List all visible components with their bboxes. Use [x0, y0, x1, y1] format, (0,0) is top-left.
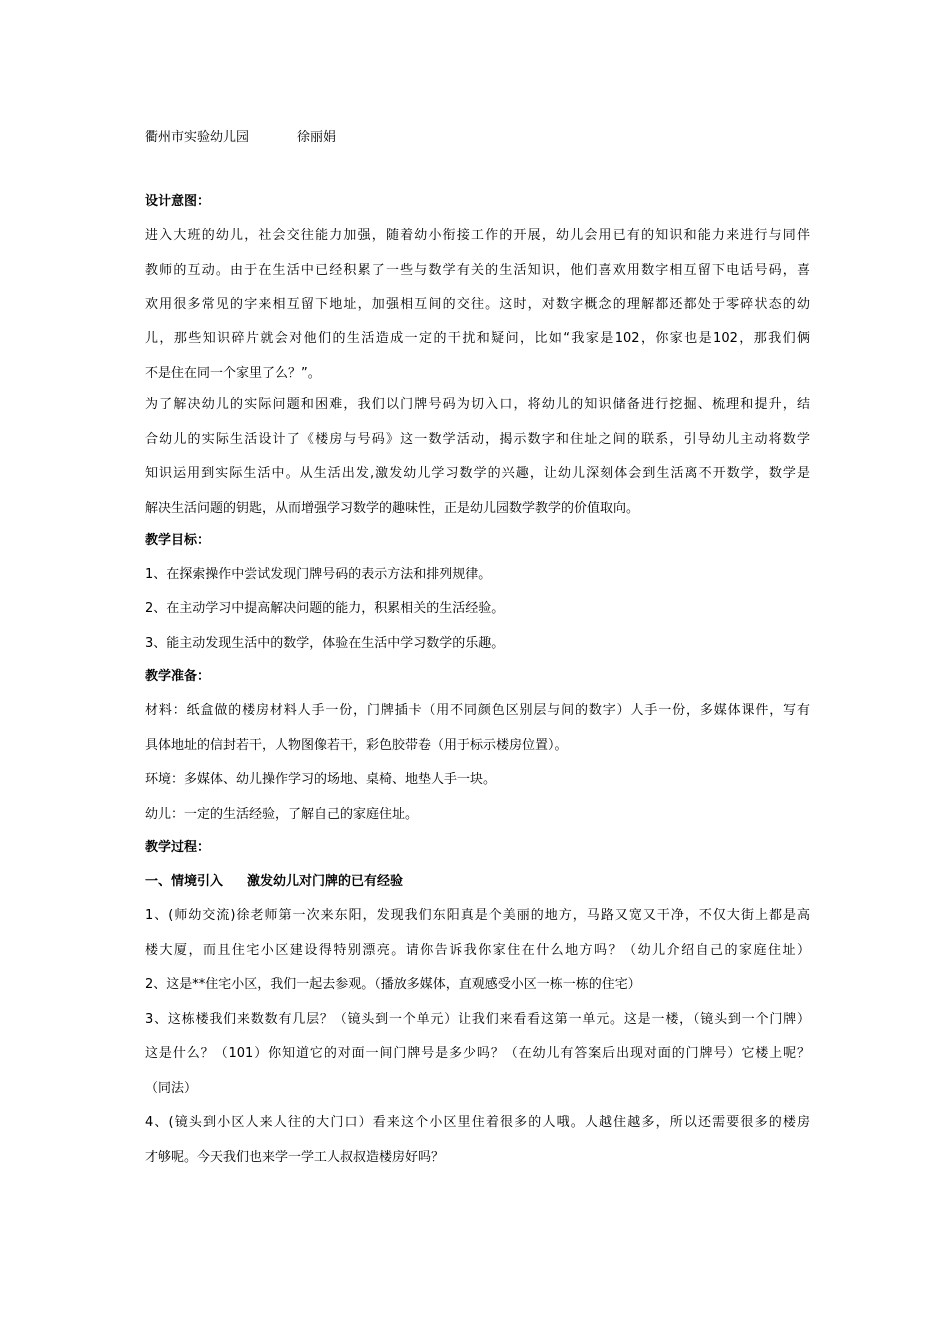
- design-intent-heading: 设计意图：: [145, 194, 211, 209]
- environment-line: 环境：多媒体、幼儿操作学习的场地、桌椅、地垫人手一块。: [145, 772, 497, 787]
- step-line: 才够呢。今天我们也来学一学工人叔叔造楼房好吗？: [145, 1150, 445, 1165]
- paragraph-line: 知识运用到实际生活中。从生活出发,激发幼儿学习数学的兴趣，让幼儿深刻体会到生活离不开数学，数学是: [145, 466, 810, 481]
- paragraph-line: 为了解决幼儿的实际问题和困难，我们以门牌号码为切入口，将幼儿的知识储备进行挖掘、梳理和提升，结: [145, 397, 810, 412]
- paragraph-line: 不是住在同一个家里了么？”。: [145, 366, 321, 381]
- paragraph-line: 合幼儿的实际生活设计了《楼房与号码》这一数学活动，揭示数字和住址之间的联系，引导幼儿主动将数学: [145, 432, 810, 447]
- goal-item: 3、能主动发现生活中的数学，体验在生活中学习数学的乐趣。: [145, 636, 505, 651]
- materials-line: 具体地址的信封若干，人物图像若干，彩色胶带卷（用于标示楼房位置）。: [145, 738, 568, 753]
- section-heading: [145, 873, 403, 891]
- section-title-part: 激发幼儿对门牌的已有经验: [247, 874, 404, 889]
- preparation-heading: 教学准备：: [145, 669, 211, 684]
- step-line: （同法）: [145, 1081, 198, 1096]
- goal-item: 1、在探索操作中尝试发现门牌号码的表示方法和排列规律。: [145, 567, 492, 582]
- school-name: 衢州市实验幼儿园: [145, 130, 250, 145]
- step-line: 1、(师幼交流)徐老师第一次来东阳，发现我们东阳真是个美丽的地方，马路又宽又干净，不仅大街上都是高: [145, 908, 810, 923]
- author-name: 徐丽娟: [297, 130, 337, 145]
- materials-line: 材料：纸盒做的楼房材料人手一份，门牌插卡（用不同颜色区别层与间的数字）人手一份，多媒体课件，写有: [145, 703, 810, 718]
- goals-heading: 教学目标：: [145, 533, 211, 548]
- step-line: 这是什么？（101）你知道它的对面一间门牌号是多少吗？（在幼儿有答案后出现对面的门牌号）它楼上呢？: [145, 1046, 810, 1061]
- header-line: [145, 129, 336, 147]
- paragraph-line: 进入大班的幼儿，社会交往能力加强，随着幼小衔接工作的开展，幼儿会用已有的知识和能力来进行与同伴: [145, 228, 810, 243]
- children-line: 幼儿：一定的生活经验，了解自己的家庭住址。: [145, 807, 419, 822]
- paragraph-line: 儿，那些知识碎片就会对他们的生活造成一定的干扰和疑问，比如“我家是102，你家也是102，那我们俩: [145, 331, 810, 346]
- goal-item: 2、在主动学习中提高解决问题的能力，积累相关的生活经验。: [145, 601, 505, 616]
- step-line: 2、这是**住宅小区，我们一起去参观。（播放多媒体，直观感受小区一栋一栋的住宅）: [145, 977, 641, 992]
- paragraph-line: 欢用很多常见的字来相互留下地址，加强相互间的交往。这时，对数字概念的理解都还都处于零碎状态的幼: [145, 297, 810, 312]
- step-line: 3、这栋楼我们来数数有几层？（镜头到一个单元）让我们来看看这第一单元。这是一楼，（镜头到一个门牌）: [145, 1012, 810, 1027]
- process-heading: 教学过程：: [145, 840, 211, 855]
- step-line: 楼大厦，而且住宅小区建设得特别漂亮。请你告诉我你家住在什么地方吗？（幼儿介绍自己的家庭住址）: [145, 943, 810, 958]
- section-title-part: 一、情境引入: [145, 874, 224, 889]
- paragraph-line: 解决生活问题的钥匙，从而增强学习数学的趣味性，正是幼儿园数学教学的价值取向。: [145, 501, 640, 516]
- paragraph-line: 教师的互动。由于在生活中已经积累了一些与数学有关的生活知识，他们喜欢用数字相互留下电话号码，喜: [145, 263, 810, 278]
- step-line: 4、(镜头到小区人来人往的大门口）看来这个小区里住着很多的人哦。人越住越多，所以还需要很多的楼房: [145, 1115, 810, 1130]
